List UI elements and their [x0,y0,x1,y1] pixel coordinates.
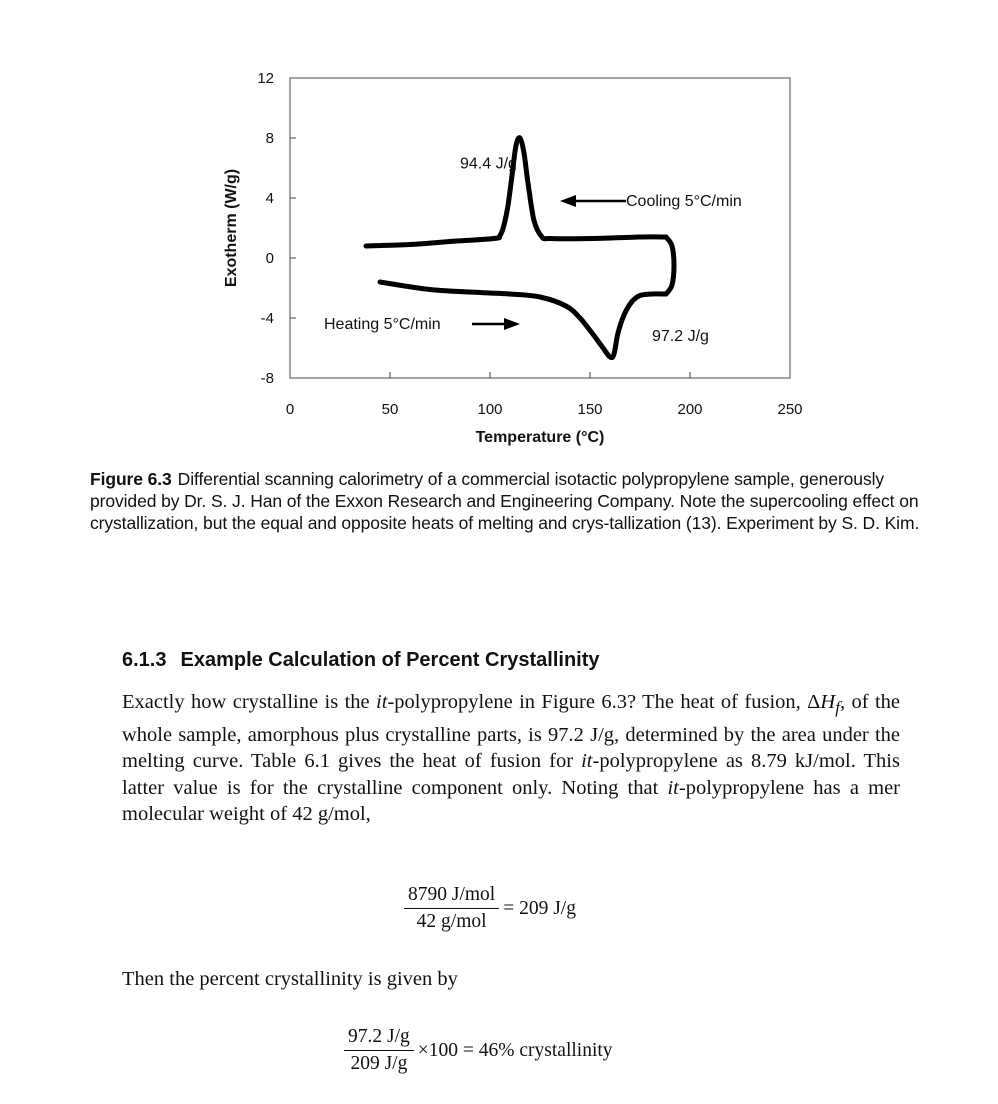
then-text: Then the percent crystallinity is given by [122,968,458,990]
label-97-2-jg: 97.2 J/g [652,328,709,345]
symbol-h: H [820,691,836,713]
cooling-curve [366,138,666,246]
equation2-denominator: 209 J/g [350,1053,408,1074]
paragraph-italic: it [667,776,679,799]
equation1-numerator: 8790 J/mol [404,882,499,909]
transition-connector [666,237,674,294]
y-tick-label: 0 [265,250,274,267]
label-94-4-jg: 94.4 J/g [460,155,517,173]
x-tick-label: 100 [477,401,503,418]
x-tick-label: 250 [777,401,803,418]
arrow-cooling-head [560,195,576,207]
dsc-chart [0,0,998,460]
x-tick-label: 150 [577,401,603,418]
label-cooling-rate: Cooling 5°C/min [626,193,742,210]
x-tick-label: 0 [285,401,295,418]
body-paragraph [122,689,900,828]
x-tick-label: 50 [381,401,399,418]
y-axis-label: Exotherm (W/g) [223,168,240,288]
paragraph-text: , of the whole sample, amorphous plus crystalline parts, is 97.2 J/g, determined by the area under the melting curve. Table 6.1 gives the heat of fusion for [122,691,900,773]
y-tick-label: 8 [265,130,274,147]
x-tick-label: 200 [677,401,703,418]
arrow-heating-head [504,318,520,330]
y-tick-label: 12 [257,70,274,87]
paragraph-text: -polypropylene has a mer molecular weight of 42 g/mol, [122,776,900,826]
x-axis-label: Temperature (°C) [475,429,605,446]
paragraph-text: -polypropylene as 8.79 kJ/mol. This latter value is for the crystalline component only. Noting that [122,750,900,799]
label-heating-rate: Heating 5°C/min [324,316,441,333]
equation2-numerator: 97.2 J/g [344,1024,414,1051]
paragraph-italic: it [581,750,593,773]
y-tick-label: 4 [265,190,274,207]
paragraph-italic: it [376,691,388,713]
equation-heat-of-fusion [404,882,576,935]
section-title: Example Calculation of Percent Crystallinity [180,649,600,671]
y-tick-label: -8 [260,370,274,387]
figure-caption-text: Differential scanning calorimetry of a commercial isotactic polypropylene sample, generously provided by Dr. S. J. Han of the Exxon Research and Engineering Company. Note the supercooling effect on crystallization, but the equal and opposite heats of melting and crys-tallization (13). Experiment by S. D. Kim. [90,469,920,533]
equation2-result: ×100 = 46% crystallinity [417,1039,613,1061]
plot-frame [290,78,790,378]
section-heading [122,649,600,672]
paragraph-text: -polypropylene in Figure 6.3? The heat of fusion, Δ [387,691,821,713]
figure-caption [90,468,950,534]
paragraph-text: Exactly how crystalline is the [122,691,377,713]
figure-label: Figure 6.3 [90,469,172,489]
x-axis [286,372,803,418]
equation1-denominator: 42 g/mol [416,911,487,932]
section-number: 6.1.3 [122,649,167,671]
annotations [324,156,742,346]
symbol-subscript-f: f [835,698,840,718]
equation-percent-crystallinity [344,1024,613,1077]
equation1-result: = 209 J/g [503,897,576,919]
y-tick-label: -4 [260,310,274,327]
